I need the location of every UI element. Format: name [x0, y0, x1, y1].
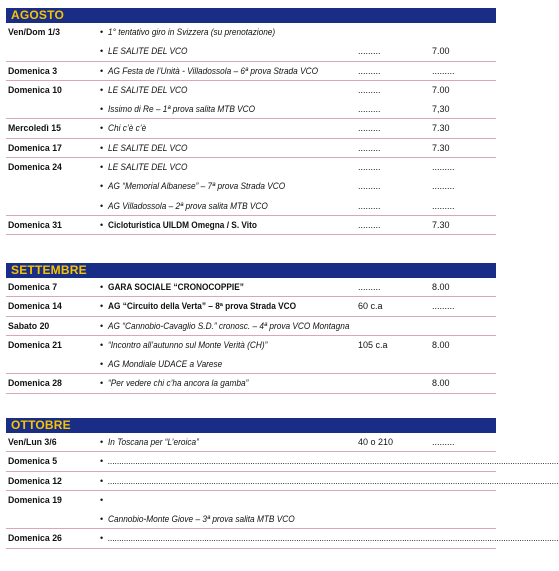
- event-date: Domenica 12: [8, 475, 62, 487]
- event-date: Domenica 14: [8, 301, 62, 313]
- calendar-row: [6, 158, 496, 177]
- event-description: ....................................................................................................................................................................................................: [108, 475, 559, 486]
- event-time: .........: [432, 437, 455, 447]
- calendar-row: [6, 139, 496, 158]
- calendar-row: [6, 452, 559, 471]
- event-time: .........: [432, 162, 455, 173]
- section-rows: [6, 433, 559, 549]
- calendar-row: [6, 62, 496, 81]
- bullet-dot-icon: •: [100, 200, 104, 211]
- bullet-dot-icon: •: [100, 104, 104, 115]
- event-description: ....................................................................................................................................................................................................: [108, 456, 559, 467]
- calendar-row: [6, 472, 559, 491]
- event-date: Domenica 7: [8, 282, 58, 293]
- calendar-row: [6, 317, 496, 336]
- event-date: Domenica 24: [8, 162, 62, 174]
- section-title: AGOSTO: [11, 8, 64, 22]
- calendar-row: [6, 119, 496, 138]
- bullet-dot-icon: •: [100, 46, 104, 57]
- event-time: 7.00: [432, 46, 450, 57]
- calendar-row: [6, 491, 496, 510]
- event-time: .........: [432, 65, 455, 76]
- event-time: 7.00: [432, 84, 450, 95]
- calendar-row: [6, 433, 496, 452]
- section-rows: [6, 23, 496, 235]
- event-date: Mercoledì 15: [8, 123, 61, 135]
- event-date: Domenica 19: [8, 494, 62, 506]
- event-description: AG Festa de l’Unità - Villadossola – 6ª prova Strada VCO: [108, 65, 319, 76]
- calendar-row: [6, 355, 496, 374]
- event-description: In Toscana per “L’eroica”: [108, 437, 199, 447]
- section-header: [6, 418, 496, 433]
- event-description: LE SALITE DEL VCO: [108, 142, 188, 153]
- event-time: 7,30: [432, 104, 450, 115]
- event-date: Ven/Lun 3/6: [8, 437, 57, 448]
- calendar-row: [6, 177, 496, 196]
- event-description: Cannobio-Monte Giove – 3ª prova salita MTB VCO: [108, 514, 295, 525]
- event-distance: .........: [358, 181, 381, 192]
- calendar-row: [6, 529, 559, 548]
- event-distance: .........: [358, 84, 381, 95]
- section-ottobre: [6, 418, 559, 549]
- row-divider: [6, 548, 496, 549]
- event-time: 7.30: [432, 142, 450, 153]
- bullet-dot-icon: •: [100, 339, 104, 350]
- section-header: [6, 263, 496, 278]
- bullet-dot-icon: •: [100, 84, 104, 95]
- event-time: 7.30: [432, 219, 450, 230]
- bullet-dot-icon: •: [100, 301, 104, 312]
- event-time: .........: [432, 181, 455, 192]
- event-description: AG “Circuito della Verta” – 8ª prova Strada VCO: [108, 301, 297, 312]
- event-description: GARA SOCIALE “CRONOCOPPIE”: [108, 282, 244, 292]
- bullet-dot-icon: •: [100, 359, 104, 370]
- bullet-dot-icon: •: [100, 533, 104, 544]
- event-date: Domenica 5: [8, 456, 58, 468]
- bullet-dot-icon: •: [100, 181, 104, 192]
- event-time: 8.00: [432, 339, 450, 350]
- section-title: SETTEMBRE: [11, 263, 87, 277]
- event-description: “Incontro all’autunno sul Monte Verità (CH)”: [108, 339, 268, 350]
- event-date: Domenica 17: [8, 142, 62, 154]
- event-date: Domenica 3: [8, 65, 58, 77]
- bullet-dot-icon: •: [100, 378, 104, 389]
- event-description: AG “Memorial Albanese” – 7ª prova Strada VCO: [108, 181, 286, 192]
- event-date: Domenica 10: [8, 84, 62, 96]
- bullet-dot-icon: •: [100, 320, 104, 331]
- bullet-dot-icon: •: [100, 123, 104, 134]
- calendar-row: [6, 42, 496, 61]
- event-date: Domenica 21: [8, 339, 62, 351]
- event-distance: .........: [358, 104, 381, 115]
- event-time: 8.00: [432, 378, 450, 389]
- event-description: AG Villadossola – 2ª prova salita MTB VCO: [108, 200, 268, 211]
- calendar-row: [6, 216, 496, 235]
- event-date: Domenica 31: [8, 219, 62, 231]
- bullet-dot-icon: •: [100, 475, 104, 486]
- event-distance: 105 c.a: [358, 339, 388, 350]
- bullet-dot-icon: •: [100, 494, 104, 505]
- event-time: 8.00: [432, 282, 450, 292]
- calendar-row: [6, 510, 496, 529]
- calendar-row: [6, 336, 496, 355]
- event-distance: 40 o 210: [358, 437, 394, 447]
- calendar-row: [6, 100, 496, 119]
- event-date: Domenica 28: [8, 378, 62, 390]
- event-date: Domenica 26: [8, 533, 62, 545]
- event-description: LE SALITE DEL VCO: [108, 162, 188, 173]
- row-divider: [6, 393, 496, 394]
- event-distance: .........: [358, 142, 381, 153]
- section-agosto: [6, 8, 496, 235]
- calendar-row: [6, 197, 496, 216]
- calendar-row: [6, 374, 496, 393]
- event-description: ....................................................................................................................................................................................................: [108, 533, 559, 544]
- event-description: AG “Cannobio-Cavaglio S.D.” cronosc. – 4ª prova VCO Montagna: [108, 320, 350, 331]
- event-description: “Per vedere chi c’ha ancora la gamba”: [108, 378, 249, 389]
- event-distance: .........: [358, 46, 381, 57]
- section-settembre: [6, 263, 496, 394]
- row-divider: [6, 234, 496, 235]
- section-rows: [6, 278, 496, 394]
- bullet-dot-icon: •: [100, 65, 104, 76]
- event-distance: .........: [358, 219, 381, 230]
- bullet-dot-icon: •: [100, 162, 104, 173]
- calendar-row: [6, 23, 496, 42]
- event-distance: .........: [358, 162, 381, 173]
- event-distance: 60 c.a: [358, 301, 383, 312]
- calendar-row: [6, 81, 496, 100]
- bullet-dot-icon: •: [100, 282, 104, 292]
- bullet-dot-icon: •: [100, 142, 104, 153]
- event-time: .........: [432, 200, 455, 211]
- bullet-dot-icon: •: [100, 514, 104, 525]
- event-date: Ven/Dom 1/3: [8, 27, 60, 38]
- section-title: OTTOBRE: [11, 418, 71, 432]
- event-description: LE SALITE DEL VCO: [108, 46, 188, 57]
- event-distance: .........: [358, 200, 381, 211]
- bullet-dot-icon: •: [100, 27, 104, 37]
- event-description: Cicloturistica UILDM Omegna / S. Vito: [108, 219, 257, 230]
- event-description: Issimo di Re – 1ª prova salita MTB VCO: [108, 104, 256, 115]
- event-description: LE SALITE DEL VCO: [108, 84, 188, 95]
- event-time: 7.30: [432, 123, 450, 134]
- event-date: Sabato 20: [8, 320, 50, 332]
- section-header: [6, 8, 496, 23]
- event-description: Chi c’è c’è: [108, 123, 147, 134]
- event-distance: .........: [358, 282, 381, 292]
- calendar-row: [6, 297, 496, 316]
- event-distance: .........: [358, 123, 381, 134]
- event-description: AG Mondiale UDACE a Varese: [108, 359, 223, 370]
- calendar-row: [6, 278, 496, 297]
- bullet-dot-icon: •: [100, 437, 104, 447]
- bullet-dot-icon: •: [100, 456, 104, 467]
- bullet-dot-icon: •: [100, 219, 104, 230]
- event-description: 1° tentativo giro in Svizzera (su prenotazione): [108, 27, 276, 37]
- event-distance: .........: [358, 65, 381, 76]
- event-time: .........: [432, 301, 455, 312]
